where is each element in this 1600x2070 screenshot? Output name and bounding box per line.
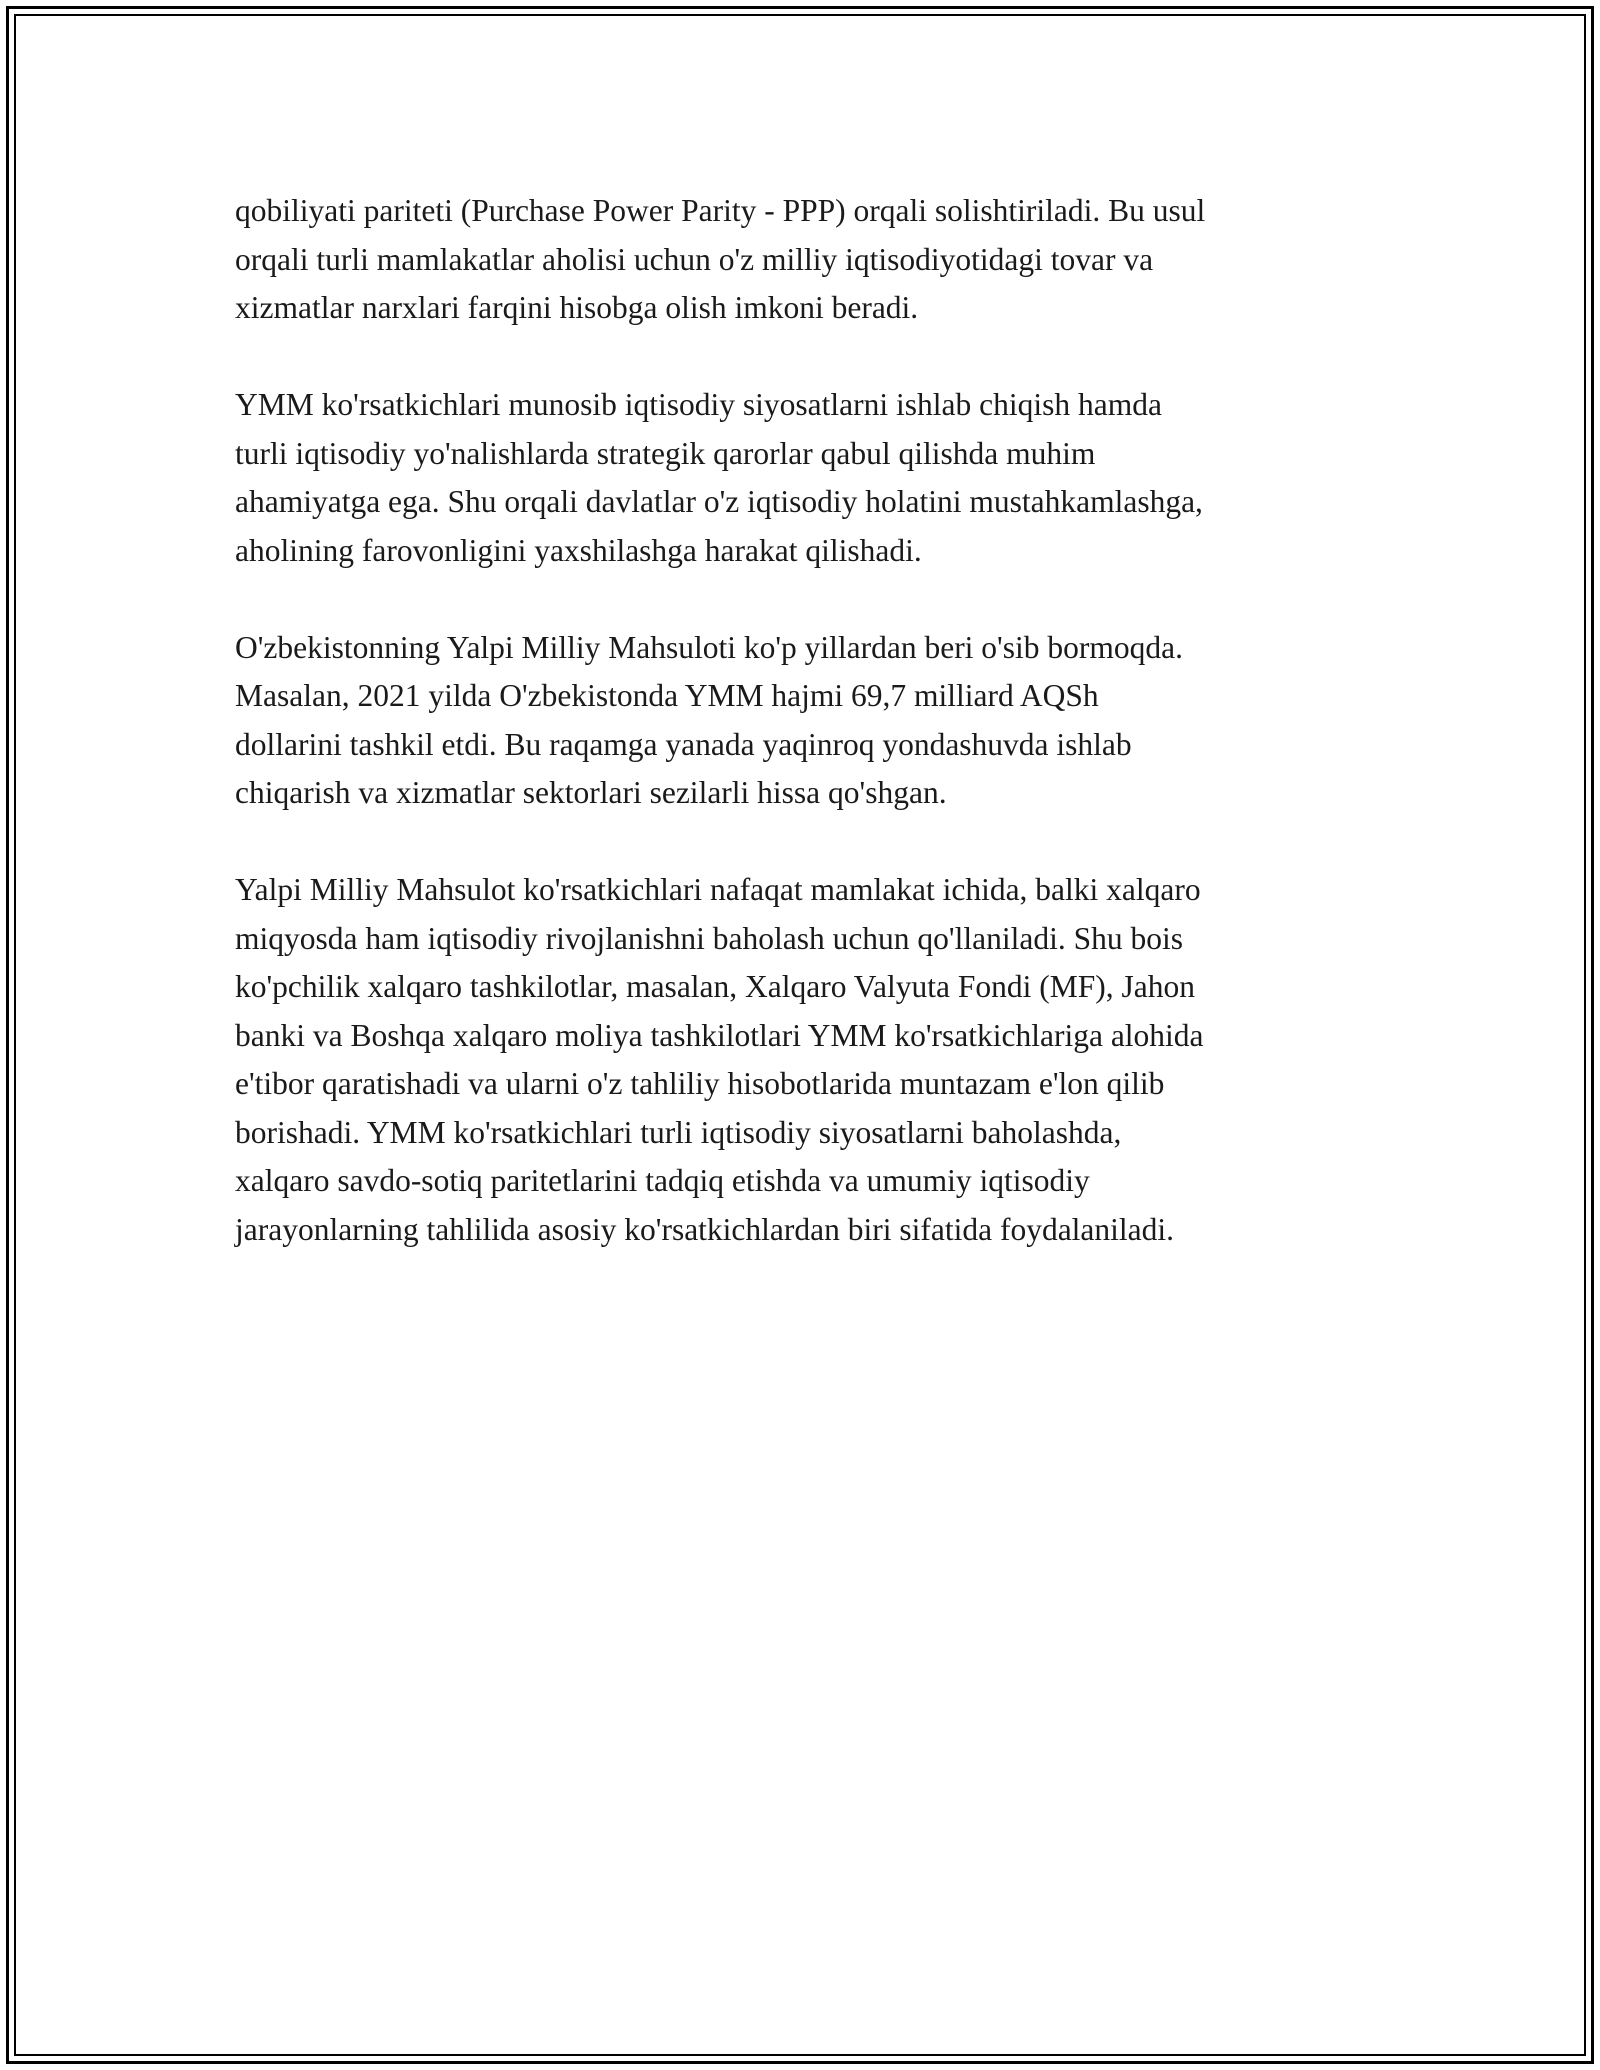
text-line: ko'pchilik xalqaro tashkilotlar, masalan, Xalqaro Valyuta Fondi (MF), Jahon: [235, 969, 1196, 1004]
paragraph-ymm-importance: [235, 381, 1375, 575]
text-line: xizmatlar narxlari farqini hisobga olish imkoni beradi.: [235, 290, 919, 325]
text-line: Masalan, 2021 yilda O'zbekistonda YMM hajmi 69,7 milliard AQSh: [235, 678, 1099, 713]
text-line: ahamiyatga ega. Shu orqali davlatlar o'z iqtisodiy holatini mustahkamlashga,: [235, 484, 1203, 519]
text-line: Yalpi Milliy Mahsulot ko'rsatkichlari nafaqat mamlakat ichida, balki xalqaro: [235, 872, 1201, 907]
paragraph-uzbekistan-ymm: [235, 624, 1375, 818]
text-line: borishadi. YMM ko'rsatkichlari turli iqtisodiy siyosatlarni baholashda,: [235, 1114, 1122, 1150]
text-line: O'zbekistonning Yalpi Milliy Mahsuloti ko'p yillardan beri o'sib bormoqda.: [235, 629, 1183, 665]
text-line: qobiliyati pariteti (Purchase Power Parity - PPP) orqali solishtiriladi. Bu usul: [235, 193, 1206, 228]
text-line: dollarini tashkil etdi. Bu raqamga yanada yaqinroq yondashuvda ishlab: [235, 726, 1132, 762]
text-line: YMM ko'rsatkichlari munosib iqtisodiy siyosatlarni ishlab chiqish hamda: [235, 387, 1162, 422]
text-line: chiqarish va xizmatlar sektorlari sezilarli hissa qo'shgan.: [235, 775, 947, 810]
text-line: banki va Boshqa xalqaro moliya tashkilotlari YMM ko'rsatkichlariga alohida: [235, 1017, 1204, 1053]
text-line: aholining farovonligini yaxshilashga harakat qilishadi.: [235, 532, 922, 568]
text-line: turli iqtisodiy yo'nalishlarda strategik qarorlar qabul qilishda muhim: [235, 435, 1096, 471]
text-line: e'tibor qaratishadi va ularni o'z tahliliy hisobotlarida muntazam e'lon qilib: [235, 1066, 1165, 1101]
paragraph-ppp: [235, 187, 1375, 333]
text-line: miqyosda ham iqtisodiy rivojlanishni baholash uchun qo'llaniladi. Shu bois: [235, 920, 1183, 956]
text-line: orqali turli mamlakatlar aholisi uchun o'z milliy iqtisodiyotidagi tovar va: [235, 241, 1154, 277]
text-line: xalqaro savdo-sotiq paritetlarini tadqiq etishda va umumiy iqtisodiy: [235, 1163, 1090, 1198]
paragraph-international-use: [235, 866, 1375, 1254]
text-line: jarayonlarning tahlilida asosiy ko'rsatkichlardan biri sifatida foydalaniladi.: [235, 1211, 1175, 1247]
document-body: [235, 187, 1375, 1303]
